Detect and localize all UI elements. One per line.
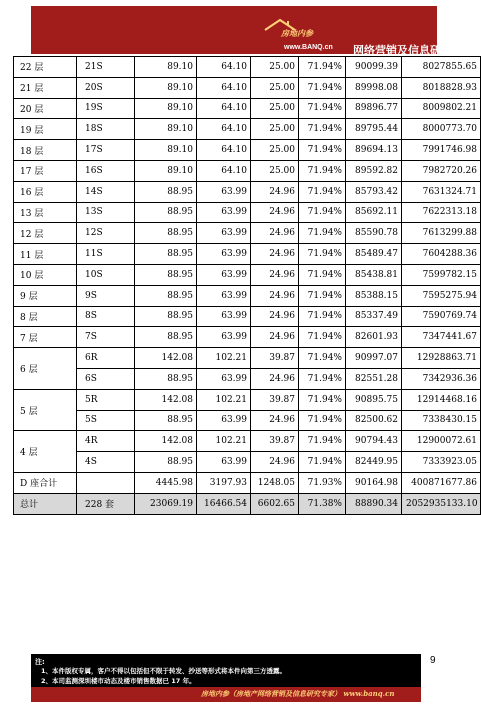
table-cell: 12900072.61 (402, 431, 481, 452)
table-cell: 71.94% (299, 452, 346, 473)
table-cell: 71.94% (299, 285, 346, 306)
table-cell: 12914468.16 (402, 389, 481, 410)
table-cell: 88.95 (135, 223, 197, 244)
logo-text: 房地内参 (281, 28, 313, 38)
table-cell: 11S (77, 244, 135, 265)
table-cell: 24.96 (251, 285, 299, 306)
table-cell: 82449.95 (346, 452, 402, 473)
table-cell: 64.10 (197, 119, 251, 140)
table-row (14, 285, 481, 306)
table-cell: 12 层 (14, 223, 77, 244)
table-cell: 7S (77, 327, 135, 348)
table-cell: 88.95 (135, 181, 197, 202)
table-cell: 64.10 (197, 57, 251, 78)
table-cell: 6602.65 (251, 493, 299, 514)
table-cell: 63.99 (197, 306, 251, 327)
table-cell: 6 层 (14, 348, 77, 390)
note-line-2: 2、本司监测深圳楼市动态及楼市销售数据已 17 年。 (41, 677, 196, 685)
table-cell: 89795.44 (346, 119, 402, 140)
table-cell: 71.94% (299, 119, 346, 140)
table-cell: 102.21 (197, 431, 251, 452)
table-row (14, 223, 481, 244)
table-cell: 63.99 (197, 202, 251, 223)
table-cell: 17S (77, 140, 135, 161)
table-cell: 2052935133.10 (402, 493, 481, 514)
table-row (14, 181, 481, 202)
table-cell: 7 层 (14, 327, 77, 348)
table-cell: 71.94% (299, 244, 346, 265)
table-row (14, 348, 481, 369)
table-cell: 7333923.05 (402, 452, 481, 473)
table-cell: 64.10 (197, 98, 251, 119)
table-cell: 71.94% (299, 389, 346, 410)
table-cell: 228 套 (77, 493, 135, 514)
table-row (14, 202, 481, 223)
total-row (14, 493, 481, 514)
table-cell: 11 层 (14, 244, 77, 265)
table-cell: 63.99 (197, 285, 251, 306)
table-cell: 20 层 (14, 98, 77, 119)
table-cell: 71.94% (299, 431, 346, 452)
table-cell: 9S (77, 285, 135, 306)
table-cell: 88.95 (135, 368, 197, 389)
table-cell: 90099.39 (346, 57, 402, 78)
table-cell: 7631324.71 (402, 181, 481, 202)
table-cell: 7599782.15 (402, 264, 481, 285)
table-cell: 7982720.26 (402, 160, 481, 181)
table-cell: 71.94% (299, 306, 346, 327)
table-cell: 7342936.36 (402, 368, 481, 389)
table-cell: 17 层 (14, 160, 77, 181)
banner-title: 网络营销及信息研究专家 (353, 44, 474, 57)
table-cell: 39.87 (251, 348, 299, 369)
table-cell: 85489.47 (346, 244, 402, 265)
table-cell: 9 层 (14, 285, 77, 306)
table-cell: 71.94% (299, 140, 346, 161)
table-cell: 63.99 (197, 410, 251, 431)
table-cell: 8018828.93 (402, 77, 481, 98)
table-cell: 71.94% (299, 348, 346, 369)
header-banner (31, 6, 474, 57)
table-cell: 25.00 (251, 119, 299, 140)
table-cell: 21 层 (14, 77, 77, 98)
table-cell: 19S (77, 98, 135, 119)
logo-url: www.BANQ.cn (284, 44, 333, 51)
table-cell: D 座合计 (14, 472, 77, 493)
table-cell: 24.96 (251, 223, 299, 244)
table-cell: 39.87 (251, 389, 299, 410)
table-cell: 18S (77, 119, 135, 140)
table-cell: 88.95 (135, 306, 197, 327)
table-cell: 25.00 (251, 140, 299, 161)
table-cell: 63.99 (197, 368, 251, 389)
table-row (14, 389, 481, 410)
table-cell: 7338430.15 (402, 410, 481, 431)
table-cell: 88.95 (135, 244, 197, 265)
footer-bar-text: 房地内参（房地产网络营销及信息研究专家） www.banq.cn (201, 689, 395, 698)
table-cell: 88.95 (135, 202, 197, 223)
table-cell: 22 层 (14, 57, 77, 78)
table-cell: 24.96 (251, 368, 299, 389)
table-cell: 24.96 (251, 264, 299, 285)
table-cell: 5 层 (14, 389, 77, 431)
footer-notes (31, 654, 421, 702)
table-cell: 71.94% (299, 410, 346, 431)
table-cell: 82500.62 (346, 410, 402, 431)
table-cell: 82551.28 (346, 368, 402, 389)
table-row (14, 119, 481, 140)
table-cell: 5R (77, 389, 135, 410)
table-cell: 19 层 (14, 119, 77, 140)
table-cell: 25.00 (251, 57, 299, 78)
table-cell: 71.38% (299, 493, 346, 514)
table-cell: 89.10 (135, 160, 197, 181)
table-cell: 71.93% (299, 472, 346, 493)
table-row (14, 264, 481, 285)
table-cell: 7604288.36 (402, 244, 481, 265)
table-cell: 10S (77, 264, 135, 285)
footer-bar (31, 687, 421, 702)
table-row (14, 431, 481, 452)
table-cell: 85692.11 (346, 202, 402, 223)
table-cell: 142.08 (135, 348, 197, 369)
table-cell: 71.94% (299, 327, 346, 348)
sales-table (13, 56, 481, 515)
note-line-1: 1、本件版权专属，客户不得以包括但不限于转发、抄送等形式将本件向第三方透露。 (41, 667, 287, 675)
table-cell: 71.94% (299, 264, 346, 285)
table-cell: 85590.78 (346, 223, 402, 244)
table-cell: 14S (77, 181, 135, 202)
table-cell: 71.94% (299, 368, 346, 389)
table-cell: 63.99 (197, 244, 251, 265)
table-cell: 3197.93 (197, 472, 251, 493)
table-cell: 142.08 (135, 389, 197, 410)
table-cell: 71.94% (299, 77, 346, 98)
table-cell: 142.08 (135, 431, 197, 452)
table-cell: 13S (77, 202, 135, 223)
table-cell: 85337.49 (346, 306, 402, 327)
table-cell: 10 层 (14, 264, 77, 285)
note-title: 注: (35, 658, 45, 666)
table-cell: 90997.07 (346, 348, 402, 369)
table-cell: 85388.15 (346, 285, 402, 306)
table-cell: 89.10 (135, 140, 197, 161)
table-cell: 20S (77, 77, 135, 98)
table-cell: 23069.19 (135, 493, 197, 514)
table-cell: 24.96 (251, 202, 299, 223)
table-cell: 18 层 (14, 140, 77, 161)
table-cell: 63.99 (197, 181, 251, 202)
table-cell: 8S (77, 306, 135, 327)
table-cell: 7622313.18 (402, 202, 481, 223)
table-cell: 71.94% (299, 202, 346, 223)
table-cell: 4445.98 (135, 472, 197, 493)
table-cell: 16S (77, 160, 135, 181)
table-cell: 64.10 (197, 77, 251, 98)
table-cell: 12S (77, 223, 135, 244)
table-cell: 63.99 (197, 264, 251, 285)
table-row (14, 140, 481, 161)
table-cell: 88890.34 (346, 493, 402, 514)
table-cell: 13 层 (14, 202, 77, 223)
page-number: 9 (430, 655, 436, 666)
table-cell: 102.21 (197, 389, 251, 410)
table-cell: 12928863.71 (402, 348, 481, 369)
table-cell: 71.94% (299, 223, 346, 244)
table-cell: 21S (77, 57, 135, 78)
table-cell: 总计 (14, 493, 77, 514)
table-row (14, 98, 481, 119)
table-cell: 39.87 (251, 431, 299, 452)
table-cell: 16466.54 (197, 493, 251, 514)
table-cell: 7595275.94 (402, 285, 481, 306)
subtotal-row (14, 472, 481, 493)
table-row (14, 410, 481, 431)
table-cell: 88.95 (135, 327, 197, 348)
table-cell: 4R (77, 431, 135, 452)
table-row (14, 327, 481, 348)
table-cell: 89998.08 (346, 77, 402, 98)
table-cell: 88.95 (135, 410, 197, 431)
table-cell: 25.00 (251, 160, 299, 181)
table-cell (77, 472, 135, 493)
table-cell: 24.96 (251, 306, 299, 327)
table-cell: 25.00 (251, 98, 299, 119)
table-cell: 24.96 (251, 452, 299, 473)
table-cell: 90164.98 (346, 472, 402, 493)
table-cell: 89.10 (135, 57, 197, 78)
table-cell: 6S (77, 368, 135, 389)
table-cell: 71.94% (299, 181, 346, 202)
table-cell: 64.10 (197, 160, 251, 181)
table-cell: 7613299.88 (402, 223, 481, 244)
table-cell: 24.96 (251, 244, 299, 265)
table-row (14, 244, 481, 265)
table-cell: 7991746.98 (402, 140, 481, 161)
table-cell: 90794.43 (346, 431, 402, 452)
table-cell: 88.95 (135, 264, 197, 285)
table-cell: 89.10 (135, 77, 197, 98)
table-cell: 71.94% (299, 160, 346, 181)
table-cell: 4S (77, 452, 135, 473)
table-row (14, 368, 481, 389)
table-row (14, 160, 481, 181)
table-cell: 90895.75 (346, 389, 402, 410)
table-cell: 64.10 (197, 140, 251, 161)
table-cell: 71.94% (299, 57, 346, 78)
table-cell: 89.10 (135, 119, 197, 140)
table-cell: 24.96 (251, 327, 299, 348)
table-cell: 89896.77 (346, 98, 402, 119)
table-cell: 7347441.67 (402, 327, 481, 348)
table-cell: 89592.82 (346, 160, 402, 181)
table-row (14, 452, 481, 473)
table-row (14, 57, 481, 78)
table-cell: 85793.42 (346, 181, 402, 202)
table-cell: 24.96 (251, 410, 299, 431)
table-cell: 25.00 (251, 77, 299, 98)
table-cell: 16 层 (14, 181, 77, 202)
table-cell: 8009802.21 (402, 98, 481, 119)
table-cell: 8027855.65 (402, 57, 481, 78)
table-row (14, 306, 481, 327)
table-cell: 63.99 (197, 327, 251, 348)
table-row (14, 77, 481, 98)
table-cell: 85438.81 (346, 264, 402, 285)
table-cell: 6R (77, 348, 135, 369)
table-cell: 8 层 (14, 306, 77, 327)
table-cell: 5S (77, 410, 135, 431)
table-cell: 63.99 (197, 452, 251, 473)
table-cell: 71.94% (299, 98, 346, 119)
table-cell: 8000773.70 (402, 119, 481, 140)
table-cell: 4 层 (14, 431, 77, 473)
table-cell: 24.96 (251, 181, 299, 202)
table-cell: 88.95 (135, 285, 197, 306)
table-cell: 102.21 (197, 348, 251, 369)
table-cell: 63.99 (197, 223, 251, 244)
table-cell: 88.95 (135, 452, 197, 473)
table-cell: 7590769.74 (402, 306, 481, 327)
table-cell: 82601.93 (346, 327, 402, 348)
table-cell: 89694.13 (346, 140, 402, 161)
table-cell: 1248.05 (251, 472, 299, 493)
table-cell: 400871677.86 (402, 472, 481, 493)
table-cell: 89.10 (135, 98, 197, 119)
